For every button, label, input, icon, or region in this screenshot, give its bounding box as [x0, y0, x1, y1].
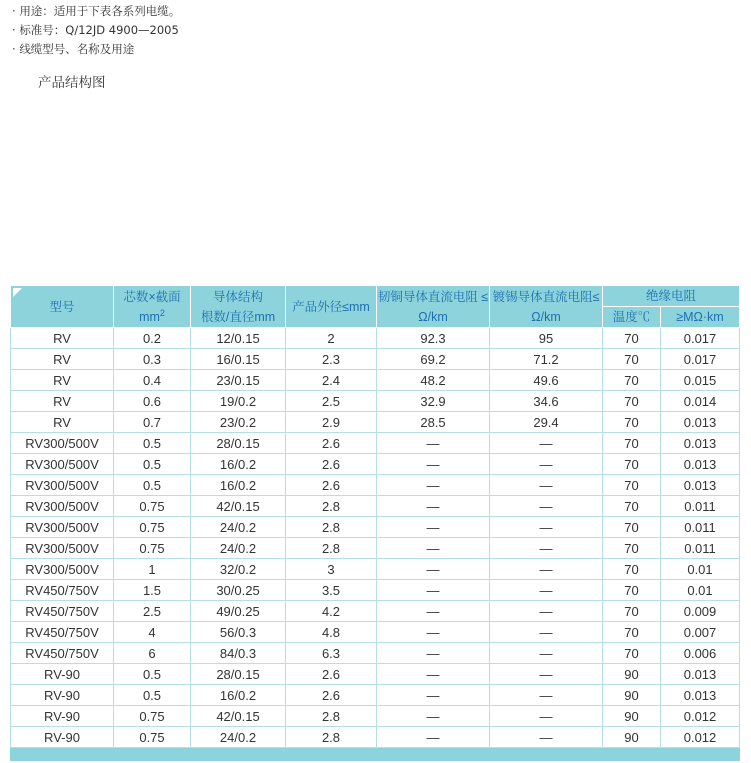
- table-cell: RV300/500V: [11, 433, 114, 454]
- table-row: [11, 685, 740, 706]
- table-cell: 4: [114, 622, 191, 643]
- table-row: [11, 370, 740, 391]
- table-cell: 4.2: [286, 601, 377, 622]
- table-cell: RV300/500V: [11, 517, 114, 538]
- table-cell: 2.8: [286, 538, 377, 559]
- table-cell: RV-90: [11, 685, 114, 706]
- table-cell: —: [377, 664, 490, 685]
- table-cell: 2.8: [286, 517, 377, 538]
- table-cell: 0.017: [661, 349, 740, 370]
- table-cell: RV300/500V: [11, 538, 114, 559]
- table-cell: 16/0.2: [191, 685, 286, 706]
- table-cell: 0.5: [114, 454, 191, 475]
- cross-section-unit: mm: [139, 309, 160, 324]
- table-row: [11, 664, 740, 685]
- table-row: [11, 622, 740, 643]
- table-cell: 2: [286, 328, 377, 349]
- table-cell: —: [490, 643, 603, 664]
- table-cell: 0.017: [661, 328, 740, 349]
- table-cell: 6: [114, 643, 191, 664]
- table-cell: RV300/500V: [11, 454, 114, 475]
- table-cell: 70: [603, 643, 661, 664]
- table-cell: 70: [603, 580, 661, 601]
- table-cell: 2.6: [286, 475, 377, 496]
- spec-table: [10, 285, 740, 761]
- table-cell: 0.75: [114, 538, 191, 559]
- table-cell: 49.6: [490, 370, 603, 391]
- table-cell: 28.5: [377, 412, 490, 433]
- footer-bar: [11, 748, 740, 761]
- table-cell: 0.75: [114, 517, 191, 538]
- col-insulation: 绝缘电阻: [603, 286, 740, 307]
- table-cell: RV450/750V: [11, 643, 114, 664]
- table-row: [11, 454, 740, 475]
- table-cell: 0.3: [114, 349, 191, 370]
- table-cell: 2.9: [286, 412, 377, 433]
- table-cell: 42/0.15: [191, 706, 286, 727]
- table-cell: 0.013: [661, 475, 740, 496]
- table-row: [11, 433, 740, 454]
- conductor-label: 导体结构: [212, 289, 263, 304]
- table-cell: —: [490, 727, 603, 748]
- table-cell: 28/0.15: [191, 433, 286, 454]
- table-cell: 70: [603, 391, 661, 412]
- table-cell: RV450/750V: [11, 580, 114, 601]
- col-cross-section: [114, 286, 191, 328]
- table-cell: 24/0.2: [191, 517, 286, 538]
- table-cell: 0.5: [114, 685, 191, 706]
- table-cell: —: [490, 433, 603, 454]
- table-cell: —: [490, 538, 603, 559]
- table-cell: RV300/500V: [11, 475, 114, 496]
- table-cell: 0.009: [661, 601, 740, 622]
- table-cell: 90: [603, 664, 661, 685]
- table-cell: 84/0.3: [191, 643, 286, 664]
- table-row: [11, 706, 740, 727]
- table-cell: 70: [603, 496, 661, 517]
- table-cell: —: [377, 433, 490, 454]
- table-cell: —: [490, 496, 603, 517]
- table-cell: —: [490, 580, 603, 601]
- table-cell: 24/0.2: [191, 727, 286, 748]
- table-row: [11, 580, 740, 601]
- table-cell: 70: [603, 559, 661, 580]
- table-cell: 3: [286, 559, 377, 580]
- table-row: [11, 475, 740, 496]
- table-cell: 0.013: [661, 454, 740, 475]
- table-cell: 0.75: [114, 496, 191, 517]
- table-cell: 0.5: [114, 475, 191, 496]
- table-row: [11, 559, 740, 580]
- table-row: [11, 328, 740, 349]
- standard-text: · 标准号：Q/12JD 4900—2005: [12, 21, 180, 40]
- table-cell: 0.6: [114, 391, 191, 412]
- col-conductor: [191, 286, 286, 328]
- table-cell: 16/0.2: [191, 454, 286, 475]
- table-cell: 70: [603, 433, 661, 454]
- table-cell: 32/0.2: [191, 559, 286, 580]
- header-row-1: [11, 286, 740, 307]
- table-cell: 0.013: [661, 433, 740, 454]
- tin-resistance-label: 镀锡导体直流电阻≤: [492, 289, 600, 304]
- table-cell: 16/0.2: [191, 475, 286, 496]
- table-cell: —: [377, 559, 490, 580]
- table-cell: 0.5: [114, 664, 191, 685]
- table-cell: 90: [603, 685, 661, 706]
- cross-section-unit-sup: 2: [159, 307, 165, 318]
- table-cell: 2.8: [286, 727, 377, 748]
- cu-resistance-unit: Ω/km: [418, 309, 448, 324]
- table-cell: 2.4: [286, 370, 377, 391]
- table-cell: 70: [603, 538, 661, 559]
- table-cell: 0.013: [661, 664, 740, 685]
- table-body: [11, 328, 740, 748]
- table-cell: 0.75: [114, 727, 191, 748]
- col-cu-resistance: [377, 286, 490, 328]
- table-cell: —: [490, 517, 603, 538]
- table-cell: —: [377, 580, 490, 601]
- table-cell: 28/0.15: [191, 664, 286, 685]
- table-row: [11, 517, 740, 538]
- table-cell: 71.2: [490, 349, 603, 370]
- table-cell: 6.3: [286, 643, 377, 664]
- table-cell: RV: [11, 370, 114, 391]
- table-cell: 1: [114, 559, 191, 580]
- table-cell: 0.01: [661, 559, 740, 580]
- table-cell: 0.013: [661, 685, 740, 706]
- table-cell: 2.6: [286, 664, 377, 685]
- cross-section-label: 芯数×截面: [123, 289, 181, 304]
- table-cell: RV450/750V: [11, 622, 114, 643]
- table-cell: 90: [603, 706, 661, 727]
- conductor-sub-label: 根数/直径mm: [200, 309, 276, 324]
- table-cell: 0.5: [114, 433, 191, 454]
- table-cell: 2.8: [286, 496, 377, 517]
- table-cell: RV: [11, 328, 114, 349]
- diagram-title: 产品结构图: [38, 75, 106, 91]
- table-row: [11, 391, 740, 412]
- table-row: [11, 601, 740, 622]
- table-cell: —: [377, 475, 490, 496]
- table-cell: 0.011: [661, 517, 740, 538]
- table-cell: —: [490, 475, 603, 496]
- table-cell: —: [377, 643, 490, 664]
- table-cell: 12/0.15: [191, 328, 286, 349]
- table-row: [11, 412, 740, 433]
- table-cell: 70: [603, 349, 661, 370]
- table-cell: 23/0.15: [191, 370, 286, 391]
- col-insulation-resistance: ≥MΩ·km: [661, 307, 740, 328]
- table-cell: 0.014: [661, 391, 740, 412]
- table-cell: 70: [603, 412, 661, 433]
- table-cell: RV300/500V: [11, 496, 114, 517]
- table-cell: —: [490, 664, 603, 685]
- table-cell: 0.015: [661, 370, 740, 391]
- table-cell: 0.007: [661, 622, 740, 643]
- table-cell: —: [490, 559, 603, 580]
- models-heading: · 线缆型号、名称及用途: [12, 40, 180, 59]
- table-cell: RV: [11, 349, 114, 370]
- table-row: [11, 349, 740, 370]
- table-cell: —: [490, 601, 603, 622]
- table-cell: 56/0.3: [191, 622, 286, 643]
- table-row: [11, 643, 740, 664]
- table-cell: 3.5: [286, 580, 377, 601]
- table-cell: 0.2: [114, 328, 191, 349]
- table-cell: 70: [603, 622, 661, 643]
- table-cell: 70: [603, 601, 661, 622]
- table-cell: 34.6: [490, 391, 603, 412]
- table-cell: RV: [11, 412, 114, 433]
- table-cell: —: [377, 538, 490, 559]
- footer-cell: [11, 748, 740, 761]
- table-cell: 70: [603, 475, 661, 496]
- tin-resistance-unit: Ω/km: [531, 309, 561, 324]
- table-cell: 2.5: [114, 601, 191, 622]
- table-cell: 2.6: [286, 433, 377, 454]
- table-cell: 0.013: [661, 412, 740, 433]
- table-cell: 24/0.2: [191, 538, 286, 559]
- table-cell: —: [377, 517, 490, 538]
- table-cell: RV: [11, 391, 114, 412]
- table-cell: —: [490, 685, 603, 706]
- table-cell: 2.6: [286, 685, 377, 706]
- table-cell: 30/0.25: [191, 580, 286, 601]
- table-cell: 70: [603, 370, 661, 391]
- table-cell: —: [377, 706, 490, 727]
- col-model: 型号: [11, 286, 114, 328]
- table-cell: RV-90: [11, 727, 114, 748]
- table-cell: 0.011: [661, 496, 740, 517]
- table-cell: 48.2: [377, 370, 490, 391]
- col-temperature: 温度℃: [603, 307, 661, 328]
- table-cell: 2.8: [286, 706, 377, 727]
- table-cell: 0.006: [661, 643, 740, 664]
- product-info: [12, 2, 180, 59]
- table-cell: 90: [603, 727, 661, 748]
- table-cell: 16/0.15: [191, 349, 286, 370]
- table-cell: 1.5: [114, 580, 191, 601]
- table-cell: RV450/750V: [11, 601, 114, 622]
- table-cell: —: [377, 622, 490, 643]
- col-outer-diameter: 产品外径≤mm: [286, 286, 377, 328]
- table-cell: 70: [603, 517, 661, 538]
- table-cell: —: [377, 496, 490, 517]
- table-cell: 0.01: [661, 580, 740, 601]
- table-cell: —: [377, 454, 490, 475]
- table-cell: 69.2: [377, 349, 490, 370]
- table-cell: 0.012: [661, 727, 740, 748]
- table-cell: 2.3: [286, 349, 377, 370]
- table-cell: 70: [603, 328, 661, 349]
- table-cell: —: [490, 454, 603, 475]
- table-cell: 4.8: [286, 622, 377, 643]
- table-cell: 2.6: [286, 454, 377, 475]
- table-cell: —: [490, 622, 603, 643]
- table-cell: —: [377, 601, 490, 622]
- table-cell: —: [490, 706, 603, 727]
- table-cell: 19/0.2: [191, 391, 286, 412]
- table-cell: 0.7: [114, 412, 191, 433]
- table-cell: 0.011: [661, 538, 740, 559]
- table-cell: 23/0.2: [191, 412, 286, 433]
- table-cell: 0.4: [114, 370, 191, 391]
- table-cell: 29.4: [490, 412, 603, 433]
- table-cell: 0.012: [661, 706, 740, 727]
- table-cell: 32.9: [377, 391, 490, 412]
- table-cell: RV-90: [11, 664, 114, 685]
- table-row: [11, 538, 740, 559]
- table-cell: 42/0.15: [191, 496, 286, 517]
- table-row: [11, 727, 740, 748]
- cu-resistance-label: 韧铜导体直流电阻 ≤: [377, 289, 489, 304]
- table-cell: 95: [490, 328, 603, 349]
- usage-text: · 用途：适用于下表各系列电缆。: [12, 2, 180, 21]
- table-cell: 49/0.25: [191, 601, 286, 622]
- table-cell: 0.75: [114, 706, 191, 727]
- table-cell: 70: [603, 454, 661, 475]
- col-tin-resistance: [490, 286, 603, 328]
- table-cell: 92.3: [377, 328, 490, 349]
- table-cell: RV300/500V: [11, 559, 114, 580]
- table-row: [11, 496, 740, 517]
- table-cell: RV-90: [11, 706, 114, 727]
- table-cell: —: [377, 685, 490, 706]
- table-cell: —: [377, 727, 490, 748]
- table-cell: 2.5: [286, 391, 377, 412]
